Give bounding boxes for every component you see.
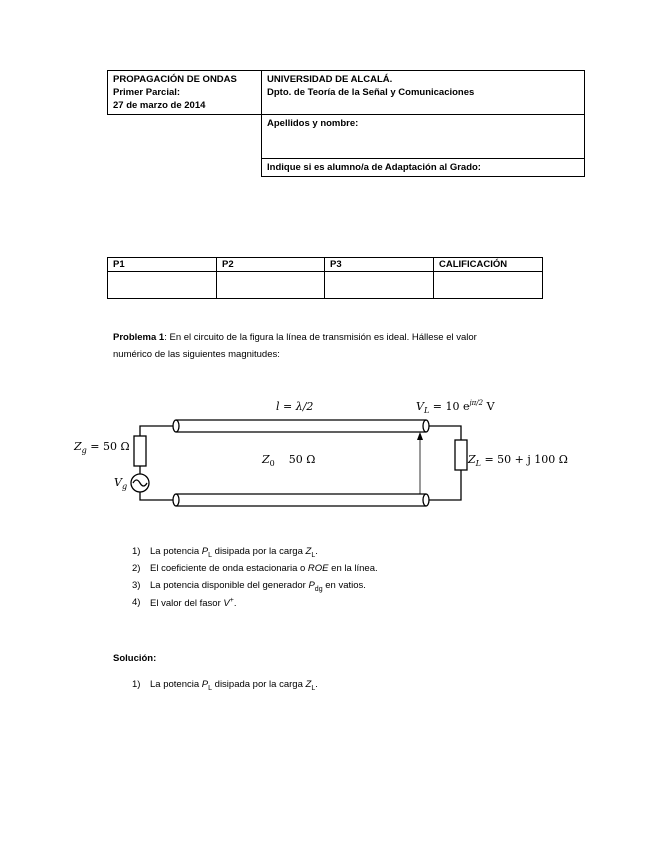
list-item: 2) El coeficiente de onda estacionaria o ROE en la línea.	[132, 563, 378, 574]
exam-date: 27 de marzo de 2014	[113, 100, 206, 111]
load-impedance-box	[455, 440, 467, 470]
student-name-field[interactable]	[262, 115, 585, 159]
list-item: 3) La potencia disponible del generador $P_{dg}$ en vatios.	[132, 580, 366, 593]
grades-table	[107, 257, 543, 299]
generator-impedance-label: $Z_g = 50$ Ω	[74, 440, 130, 455]
bottom-conductor-left-end	[173, 494, 179, 506]
generator-wiring	[140, 426, 173, 500]
university-cell	[262, 71, 585, 115]
line-length-label: l = λ/2	[276, 400, 314, 413]
grade-cell-p1[interactable]	[108, 272, 217, 299]
grade-header-total: CALIFICACIÓN	[434, 258, 543, 272]
name-label: Apellidos y nombre:	[267, 118, 359, 129]
top-conductor-left-end	[173, 420, 179, 432]
adaptation-field[interactable]	[262, 159, 585, 177]
problem-text-2: numérico de las siguientes magnitudes:	[113, 349, 280, 360]
generator-voltage-label: $V_g$	[114, 476, 128, 491]
grade-header-p1: P1	[108, 258, 217, 272]
university-name: UNIVERSIDAD DE ALCALÁ.	[267, 74, 393, 85]
problem-text-1: : En el circuito de la figura la línea de transmisión es ideal. Hállese el valor	[164, 332, 477, 343]
list-item: 1) La potencia $P_L$ disipada por la carga $Z_L$.	[132, 679, 318, 692]
solution-heading: Solución:	[113, 653, 157, 664]
list-item: 4) El valor del fasor V+.	[132, 597, 237, 610]
department-name: Dpto. de Teoría de la Señal y Comunicaciones	[267, 87, 475, 98]
list-item: 1) La potencia $P_L$ disipada por la carga $Z_L$.	[132, 546, 318, 559]
adaptation-label: Indique si es alumno/a de Adaptación al Grado:	[267, 162, 481, 173]
solution-list	[132, 679, 318, 696]
course-cell	[108, 71, 262, 115]
characteristic-impedance-label: $Z_0$ 50 Ω	[262, 453, 316, 468]
grade-cell-p3[interactable]	[325, 272, 434, 299]
exam-name: Primer Parcial:	[113, 87, 181, 98]
bottom-conductor-right-end	[423, 494, 429, 506]
grade-header-p2: P2	[217, 258, 325, 272]
load-voltage-label: $V_L = 10$ $e^{j\pi/2}$ V	[416, 399, 495, 415]
transmission-line-circuit	[70, 390, 580, 520]
generator-resistor	[134, 436, 146, 466]
grade-cell-p2[interactable]	[217, 272, 325, 299]
load-wiring	[429, 426, 461, 500]
course-title: PROPAGACIÓN DE ONDAS	[113, 74, 237, 85]
problem-statement	[113, 329, 553, 363]
bottom-conductor	[176, 494, 426, 506]
grade-header-p3: P3	[325, 258, 434, 272]
exam-header-table	[107, 70, 585, 177]
load-impedance-label: $Z_L = 50 + j$ 100 Ω	[468, 453, 568, 468]
grade-cell-total[interactable]	[434, 272, 543, 299]
problem-label: Problema 1	[113, 332, 165, 343]
top-conductor-right-end	[423, 420, 429, 432]
questions-list	[132, 546, 378, 614]
top-conductor	[176, 420, 426, 432]
